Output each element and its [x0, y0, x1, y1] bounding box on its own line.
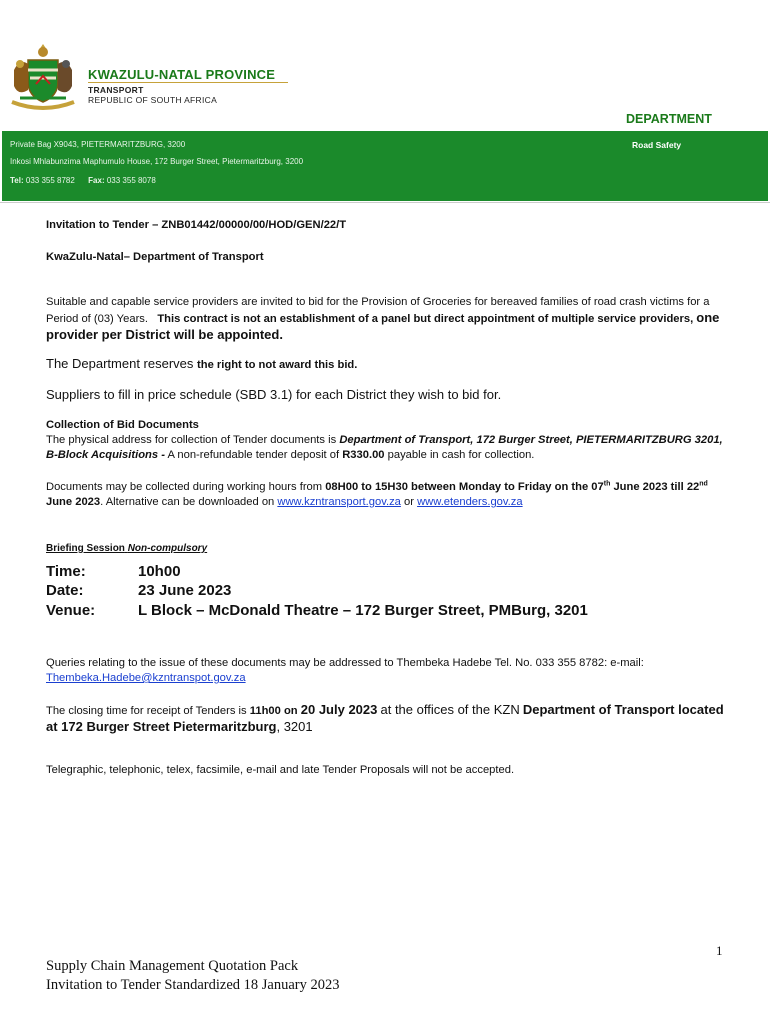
or-text: or — [404, 496, 414, 508]
venue-value: L Block – McDonald Theatre – 172 Burger Street, PMBurg, 3201 — [138, 602, 588, 619]
header-divider — [0, 202, 770, 203]
department-name: TRANSPORT — [88, 85, 144, 95]
date-label: Date: — [46, 582, 84, 599]
page-number: 1 — [716, 943, 723, 958]
postal-address: Private Bag X9043, PIETERMARITZBURG, 3200 — [10, 140, 186, 149]
contact-numbers — [10, 176, 156, 185]
collection-paragraph — [46, 433, 730, 463]
closing-text: The closing time for receipt of Tenders is — [46, 705, 247, 717]
download-text: . Alternative can be downloaded on — [100, 496, 275, 508]
closing-location-text: at the offices of the KZN — [380, 702, 520, 717]
brand-divider — [88, 82, 288, 83]
fax-label: Fax: — [88, 176, 105, 185]
collection-address: Department of Transport, 172 Burger Street, PIETERMARITZBURG 3201, B-Block Acquisitions - — [46, 434, 723, 461]
coat-of-arms-logo — [6, 40, 80, 112]
documents-text: Documents may be collected during working hours from — [46, 481, 323, 493]
queries-text: Queries relating to the issue of these documents may be addressed to Thembeka Hadebe Tel. No. 033 355 8782: e-mail: — [46, 657, 644, 669]
collection-heading: Collection of Bid Documents — [46, 419, 199, 431]
briefing-heading — [46, 541, 730, 556]
briefing-type: Non-compulsory — [127, 543, 208, 554]
venue-label: Venue: — [46, 602, 96, 619]
country-name: REPUBLIC OF SOUTH AFRICA — [88, 95, 218, 105]
contact-email-link[interactable]: Thembeka.Hadebe@kzntranspot.gov.za — [46, 672, 246, 684]
footer-line-1: Supply Chain Management Quotation Pack — [46, 958, 299, 974]
reserve-paragraph — [46, 356, 730, 373]
department-label: DEPARTMENT — [626, 112, 712, 126]
ordinal-th: th — [603, 480, 611, 488]
footer-line-2: Invitation to Tender Standardized 18 January 2023 — [46, 977, 340, 993]
briefing-label: Briefing Session — [46, 543, 125, 554]
etenders-link[interactable]: www.etenders.gov.za — [417, 496, 523, 508]
collection-text: The physical address for collection of Tender documents is — [46, 434, 337, 446]
deposit-text: A non-refundable tender deposit of — [167, 449, 340, 461]
unit-name: Road Safety — [632, 140, 682, 150]
closing-location: Department of Transport located at 172 Burger Street Pietermaritzburg — [46, 702, 724, 734]
time-value: 10h00 — [138, 563, 181, 580]
deposit-terms: payable in cash for collection. — [387, 449, 535, 461]
late-proposals-notice: Telegraphic, telephonic, telex, facsimile, e-mail and late Tender Proposals will not be accepted. — [46, 764, 515, 776]
deposit-amount: R330.00 — [342, 449, 385, 461]
scope-text: Suitable and capable service providers are invited to bid for the Provision of Groceries for bereaved families of road crash victims for a Period of (03) Years. — [46, 296, 710, 325]
date-value: 23 June 2023 — [138, 582, 232, 599]
physical-address: Inkosi Mhlabunzima Maphumulo House, 172 Burger Street, Pietermaritzburg, 3200 — [10, 157, 304, 166]
closing-date: 20 July 2023 — [300, 702, 378, 717]
documents-hours: 08H00 to 15H30 between Monday to Friday on the 07 — [325, 481, 604, 493]
organisation-name: KwaZulu-Natal– Department of Transport — [46, 251, 264, 263]
documents-period: June 2023 till 22 — [613, 481, 700, 493]
scope-appointment: one provider per District will be appointed. — [46, 310, 720, 342]
closing-time: 11h00 — [249, 705, 281, 717]
closing-postcode: , 3201 — [276, 719, 313, 734]
reserve-emphasis: the right to not award this bid. — [197, 359, 358, 371]
invitation-title: Invitation to Tender – ZNB01442/00000/00/HOD/GEN/22/T — [46, 219, 347, 231]
documents-paragraph — [46, 480, 730, 510]
time-label: Time: — [46, 563, 86, 580]
fax-number: 033 355 8078 — [106, 176, 156, 185]
reserve-text: The Department reserves — [46, 356, 194, 371]
closing-paragraph — [46, 702, 730, 736]
queries-paragraph — [46, 656, 730, 686]
price-schedule-note: Suppliers to fill in price schedule (SBD 3.1) for each District they wish to bid for. — [46, 387, 502, 402]
tel-label: Tel: — [10, 176, 24, 185]
scope-emphasis: This contract is not an establishment of a panel but direct appointment of multiple service providers, — [157, 313, 694, 325]
scope-paragraph — [46, 295, 730, 344]
documents-end-date: June 2023 — [46, 496, 101, 508]
tel-number: 033 355 8782 — [25, 176, 75, 185]
ordinal-nd: nd — [699, 480, 708, 488]
kzntransport-link[interactable]: www.kzntransport.gov.za — [277, 496, 401, 508]
closing-on: on — [283, 705, 298, 717]
province-title: KWAZULU-NATAL PROVINCE — [88, 67, 276, 82]
